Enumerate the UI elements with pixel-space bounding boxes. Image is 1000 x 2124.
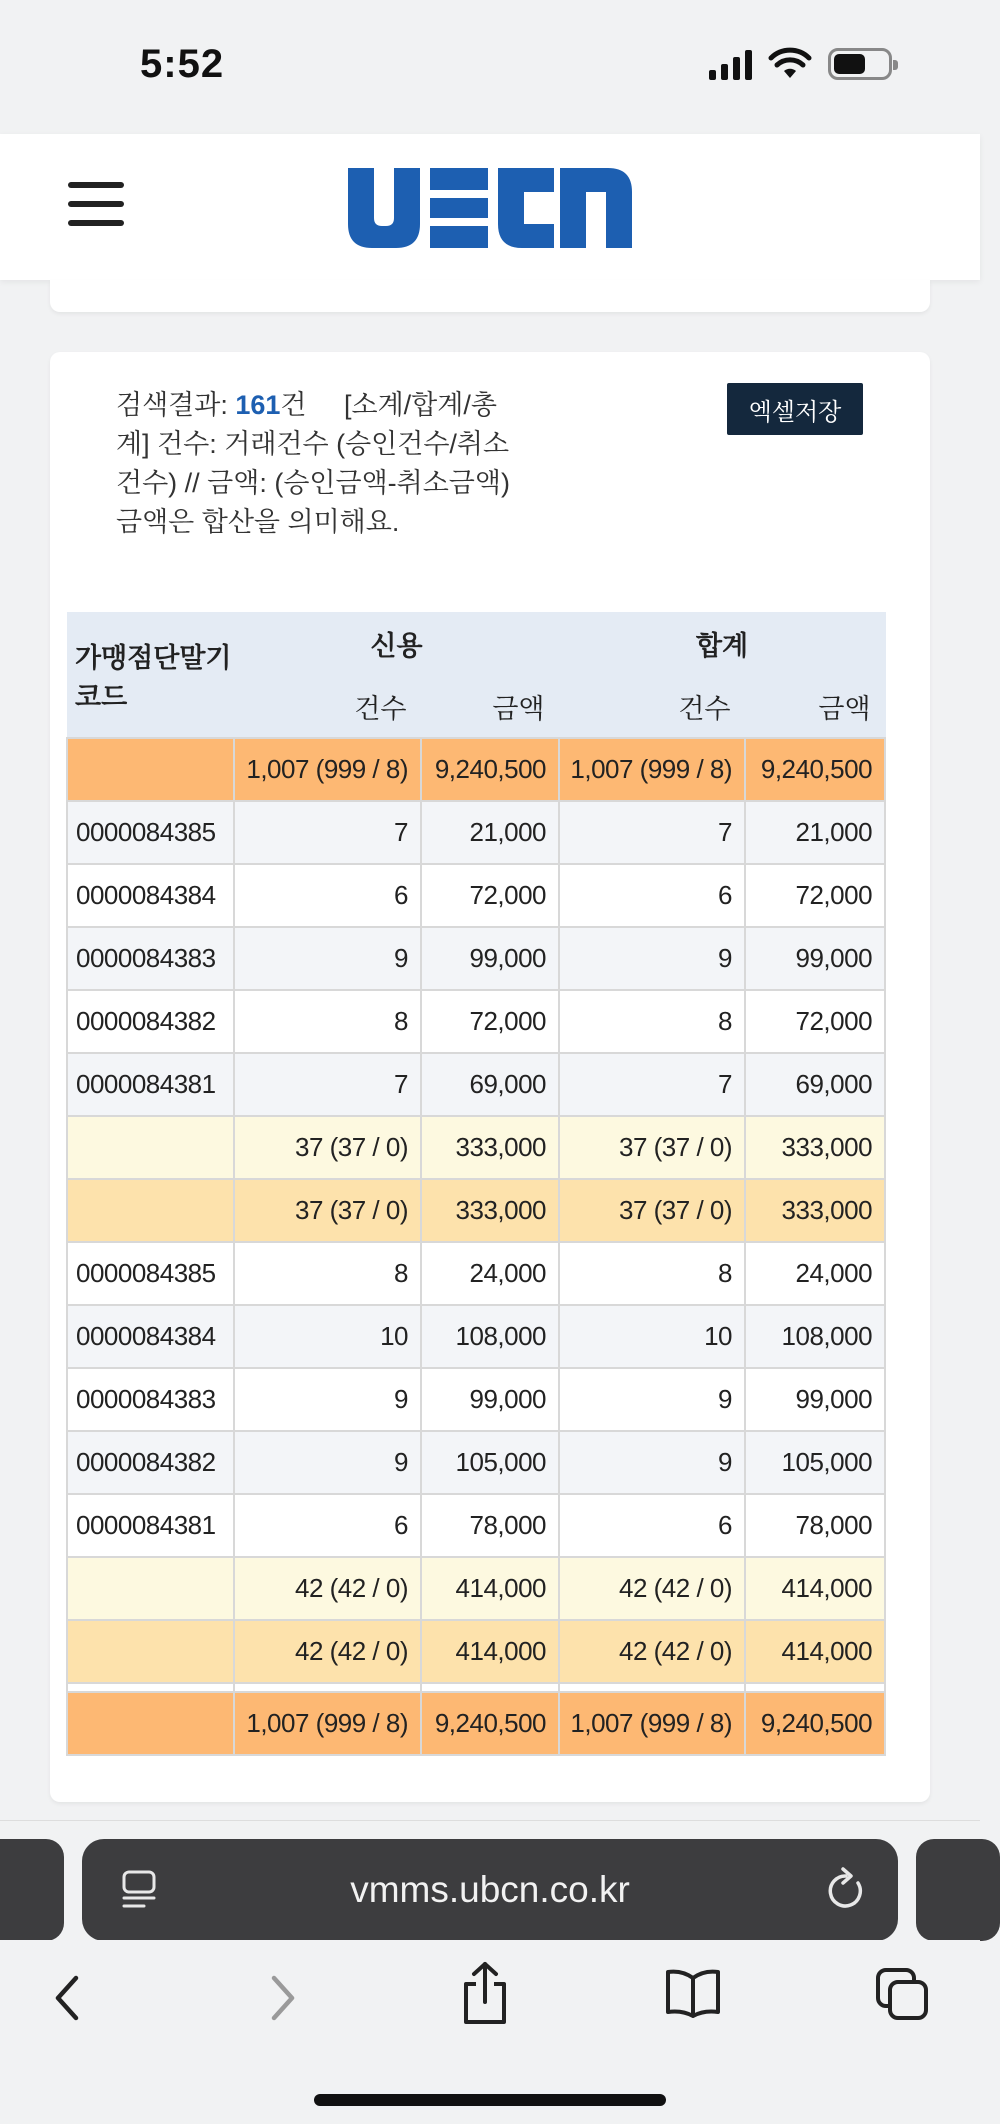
cell-credit-count: 9 bbox=[234, 1368, 421, 1431]
cell-total-amount: 414,000 bbox=[745, 1557, 885, 1620]
battery-icon bbox=[828, 48, 892, 80]
cell-total-count: 6 bbox=[559, 864, 745, 927]
cell-total-count: 6 bbox=[559, 1494, 745, 1557]
cell-credit-amount: 9,240,500 bbox=[421, 1692, 559, 1755]
status-bar bbox=[0, 0, 980, 134]
header-total-count: 건수 bbox=[559, 675, 745, 738]
cell-total-count: 9 bbox=[559, 1431, 745, 1494]
cell-credit-count: 9 bbox=[234, 927, 421, 990]
cell-credit-count: 42 (42 / 0) bbox=[234, 1557, 421, 1620]
cell-terminal-code bbox=[67, 1692, 234, 1755]
app-header bbox=[0, 134, 980, 280]
cell-credit-count: 6 bbox=[234, 864, 421, 927]
table-row bbox=[67, 801, 885, 864]
cell-credit-amount: 99,000 bbox=[421, 927, 559, 990]
cell-total-count: 37 (37 / 0) bbox=[559, 1116, 745, 1179]
bookmarks-icon[interactable] bbox=[664, 1968, 722, 2018]
cell-credit-count: 10 bbox=[234, 1305, 421, 1368]
excel-save-button[interactable]: 엑셀저장 bbox=[727, 383, 863, 435]
cell-terminal-code: 0000084383 bbox=[67, 1368, 234, 1431]
cell-credit-count: 7 bbox=[234, 1053, 421, 1116]
cell-total-count: 10 bbox=[559, 1305, 745, 1368]
table-row bbox=[67, 864, 885, 927]
cell-total-count: 1,007 (999 / 8) bbox=[559, 1692, 745, 1755]
cell-total-count: 7 bbox=[559, 801, 745, 864]
cell-credit-amount bbox=[421, 1683, 559, 1692]
cell-total-amount bbox=[745, 1683, 885, 1692]
cell-total-amount: 105,000 bbox=[745, 1431, 885, 1494]
cell-total-count: 7 bbox=[559, 1053, 745, 1116]
next-tab-preview[interactable] bbox=[916, 1839, 1000, 1941]
cell-total-amount: 9,240,500 bbox=[745, 738, 885, 801]
ubcn-logo[interactable] bbox=[348, 168, 632, 248]
table-row bbox=[67, 1053, 885, 1116]
header-credit-group: 신용 bbox=[234, 612, 559, 675]
cell-terminal-code: 0000084382 bbox=[67, 1431, 234, 1494]
cell-credit-amount: 108,000 bbox=[421, 1305, 559, 1368]
cell-credit-amount: 72,000 bbox=[421, 864, 559, 927]
cell-credit-count: 7 bbox=[234, 801, 421, 864]
cell-total-count: 8 bbox=[559, 1242, 745, 1305]
browser-url-area bbox=[0, 1820, 980, 1940]
results-card bbox=[50, 352, 930, 1802]
cell-total-amount: 72,000 bbox=[745, 864, 885, 927]
cell-total-amount: 78,000 bbox=[745, 1494, 885, 1557]
table-row bbox=[67, 1179, 885, 1242]
cell-terminal-code: 0000084385 bbox=[67, 1242, 234, 1305]
menu-line bbox=[68, 201, 124, 207]
menu-line bbox=[68, 182, 124, 188]
cell-terminal-code: 0000084382 bbox=[67, 990, 234, 1053]
summary-prefix: 검색결과: bbox=[116, 390, 236, 420]
cell-credit-amount: 414,000 bbox=[421, 1557, 559, 1620]
cell-credit-amount: 24,000 bbox=[421, 1242, 559, 1305]
cell-credit-count: 37 (37 / 0) bbox=[234, 1179, 421, 1242]
cell-total-amount: 9,240,500 bbox=[745, 1692, 885, 1755]
table-row bbox=[67, 738, 885, 801]
cell-credit-amount: 333,000 bbox=[421, 1179, 559, 1242]
table-row bbox=[67, 927, 885, 990]
cell-credit-count: 8 bbox=[234, 990, 421, 1053]
table-row bbox=[67, 1242, 885, 1305]
cell-total-amount: 99,000 bbox=[745, 927, 885, 990]
table-row bbox=[67, 1116, 885, 1179]
cell-total-amount: 108,000 bbox=[745, 1305, 885, 1368]
wifi-icon bbox=[768, 48, 812, 80]
cell-credit-amount: 69,000 bbox=[421, 1053, 559, 1116]
cell-terminal-code bbox=[67, 1557, 234, 1620]
cell-total-count: 8 bbox=[559, 990, 745, 1053]
previous-tab-preview[interactable] bbox=[0, 1839, 64, 1941]
cell-terminal-code: 0000084381 bbox=[67, 1494, 234, 1557]
header-total-group: 합계 bbox=[559, 612, 885, 675]
cell-total-amount: 99,000 bbox=[745, 1368, 885, 1431]
cell-credit-amount: 21,000 bbox=[421, 801, 559, 864]
result-count-unit: 건 bbox=[280, 390, 307, 420]
cell-total-amount: 72,000 bbox=[745, 990, 885, 1053]
cell-total-count: 37 (37 / 0) bbox=[559, 1179, 745, 1242]
header-total-amount: 금액 bbox=[745, 675, 885, 738]
cell-terminal-code: 0000084385 bbox=[67, 801, 234, 864]
cell-credit-count: 9 bbox=[234, 1431, 421, 1494]
cell-credit-count: 6 bbox=[234, 1494, 421, 1557]
address-bar[interactable] bbox=[82, 1839, 898, 1941]
cell-terminal-code: 0000084383 bbox=[67, 927, 234, 990]
cell-total-amount: 333,000 bbox=[745, 1179, 885, 1242]
cell-total-amount: 24,000 bbox=[745, 1242, 885, 1305]
cell-credit-amount: 105,000 bbox=[421, 1431, 559, 1494]
results-table-container[interactable] bbox=[75, 612, 882, 1752]
cell-total-count: 42 (42 / 0) bbox=[559, 1557, 745, 1620]
cell-credit-amount: 78,000 bbox=[421, 1494, 559, 1557]
table-row bbox=[67, 1494, 885, 1557]
cell-total-count: 9 bbox=[559, 927, 745, 990]
reload-icon[interactable] bbox=[824, 1867, 868, 1913]
table-row bbox=[67, 1683, 885, 1692]
result-count: 161 bbox=[235, 390, 281, 420]
share-icon[interactable] bbox=[460, 1960, 510, 2026]
table-row bbox=[67, 1368, 885, 1431]
cell-terminal-code: 0000084384 bbox=[67, 864, 234, 927]
cell-terminal-code: 0000084381 bbox=[67, 1053, 234, 1116]
filter-card-bottom bbox=[50, 280, 930, 312]
cell-terminal-code bbox=[67, 1620, 234, 1683]
cellular-signal-icon bbox=[709, 48, 752, 80]
cell-total-count: 9 bbox=[559, 1368, 745, 1431]
cell-terminal-code bbox=[67, 1116, 234, 1179]
cell-credit-amount: 414,000 bbox=[421, 1620, 559, 1683]
cell-terminal-code bbox=[67, 738, 234, 801]
table-row bbox=[67, 1557, 885, 1620]
cell-total-count: 42 (42 / 0) bbox=[559, 1620, 745, 1683]
cell-credit-count bbox=[234, 1683, 421, 1692]
menu-button[interactable] bbox=[68, 182, 124, 226]
cell-terminal-code: 0000084384 bbox=[67, 1305, 234, 1368]
table-row bbox=[67, 1305, 885, 1368]
summary-description: [소계/합계/총계] 건수: 거래건수 (승인건수/취소건수) // 금액: (승인금액-취소금액) 금액은 합산을 의미해요. bbox=[116, 390, 510, 537]
search-summary bbox=[116, 386, 516, 542]
cell-total-count bbox=[559, 1683, 745, 1692]
table-row bbox=[67, 990, 885, 1053]
cell-credit-amount: 99,000 bbox=[421, 1368, 559, 1431]
cell-credit-count: 1,007 (999 / 8) bbox=[234, 1692, 421, 1755]
header-credit-count: 건수 bbox=[234, 675, 421, 738]
table-row bbox=[67, 1431, 885, 1494]
menu-line bbox=[68, 220, 124, 226]
cell-total-amount: 69,000 bbox=[745, 1053, 885, 1116]
cell-credit-amount: 9,240,500 bbox=[421, 738, 559, 801]
tabs-icon[interactable] bbox=[874, 1966, 930, 2022]
results-table bbox=[66, 612, 886, 1756]
status-icons bbox=[709, 48, 892, 80]
url-text: vmms.ubcn.co.kr bbox=[350, 1869, 630, 1910]
cell-total-amount: 333,000 bbox=[745, 1116, 885, 1179]
cell-terminal-code bbox=[67, 1179, 234, 1242]
cell-credit-count: 37 (37 / 0) bbox=[234, 1116, 421, 1179]
cell-total-amount: 21,000 bbox=[745, 801, 885, 864]
header-credit-amount: 금액 bbox=[421, 675, 559, 738]
status-time: 5:52 bbox=[140, 42, 225, 86]
cell-terminal-code bbox=[67, 1683, 234, 1692]
forward-icon[interactable] bbox=[262, 1970, 302, 2026]
battery-level bbox=[834, 54, 865, 74]
cell-credit-count: 8 bbox=[234, 1242, 421, 1305]
table-row bbox=[67, 1692, 885, 1755]
cell-credit-amount: 333,000 bbox=[421, 1116, 559, 1179]
cell-total-count: 1,007 (999 / 8) bbox=[559, 738, 745, 801]
back-icon[interactable] bbox=[48, 1970, 88, 2026]
header-terminal-code: 가맹점단말기코드 bbox=[67, 612, 234, 738]
table-row bbox=[67, 1620, 885, 1683]
home-indicator bbox=[314, 2094, 666, 2106]
cell-credit-count: 42 (42 / 0) bbox=[234, 1620, 421, 1683]
cell-credit-count: 1,007 (999 / 8) bbox=[234, 738, 421, 801]
cell-total-amount: 414,000 bbox=[745, 1620, 885, 1683]
cell-credit-amount: 72,000 bbox=[421, 990, 559, 1053]
